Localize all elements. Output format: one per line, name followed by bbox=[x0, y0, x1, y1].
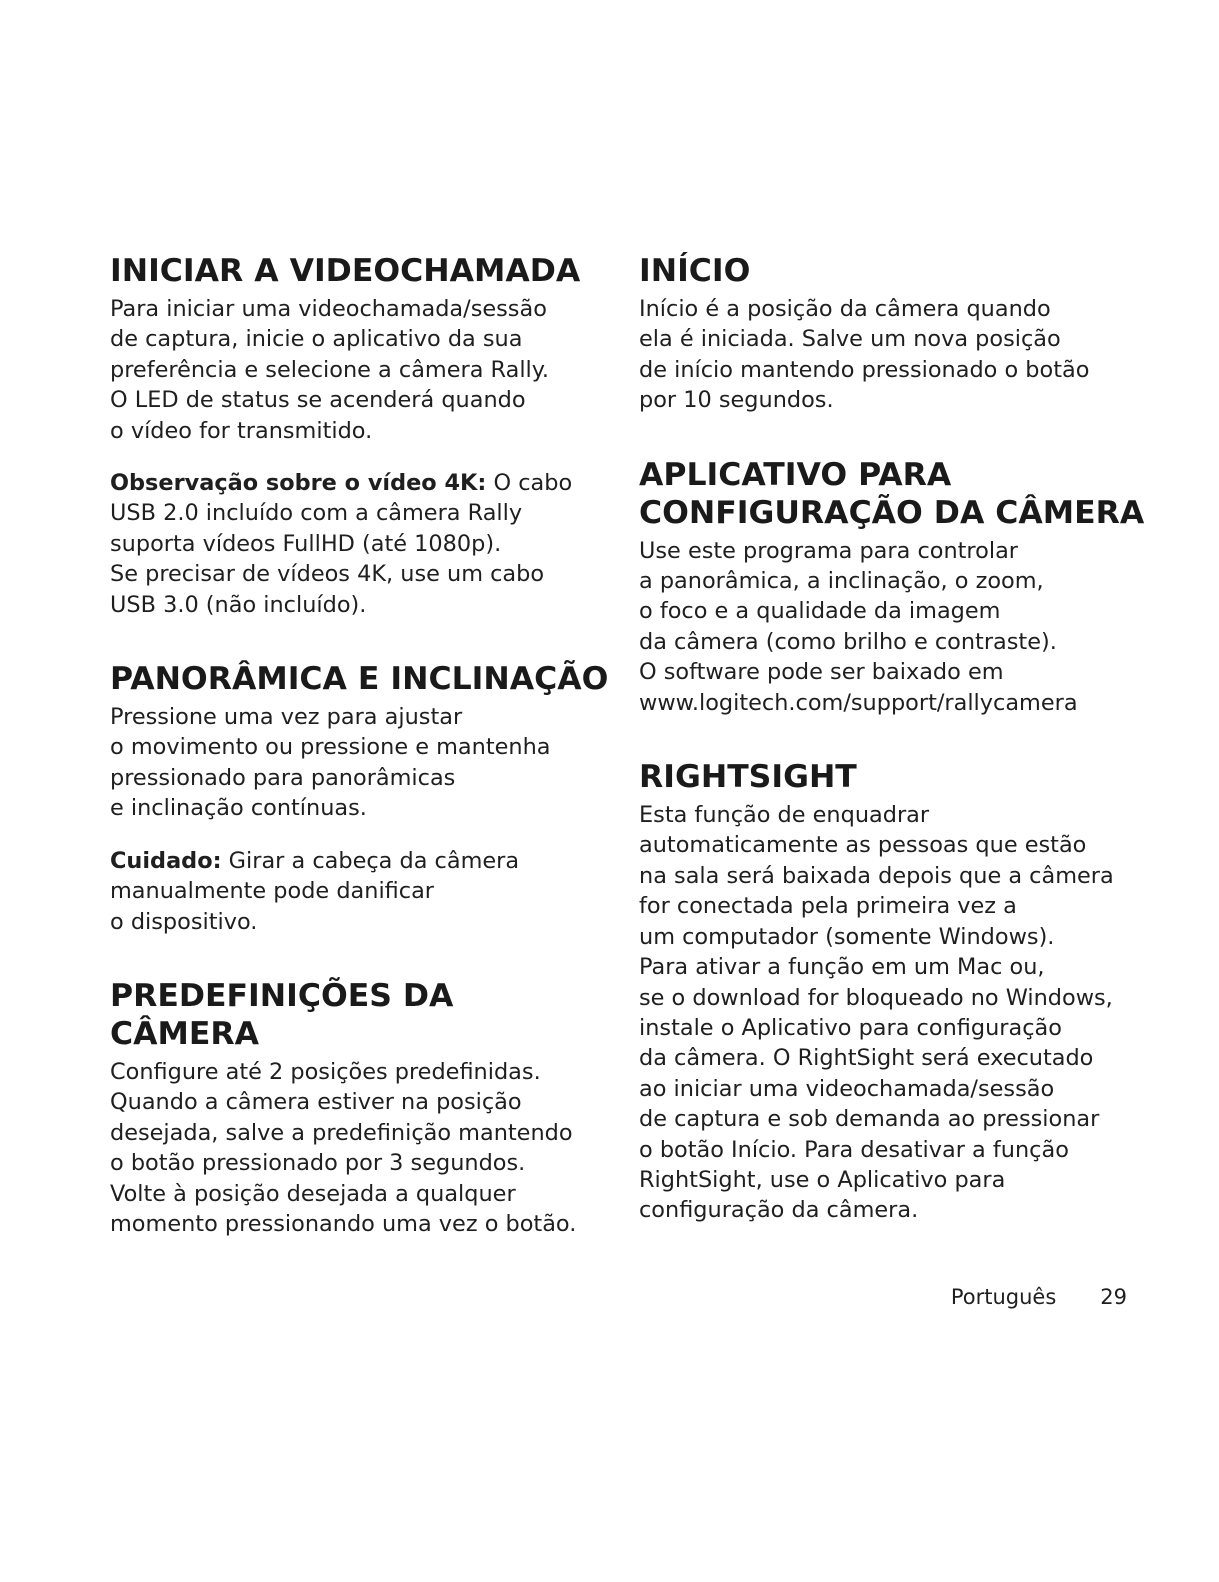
section-rightsight bbox=[639, 758, 1179, 1226]
note-first-line bbox=[110, 846, 610, 876]
text-line: Esta função de enquadrar bbox=[639, 802, 930, 829]
text-line: RightSight, use o Aplicativo para bbox=[639, 1166, 1006, 1193]
text-line: O software pode ser baixado em bbox=[639, 659, 1004, 686]
text-line: configuração da câmera. bbox=[639, 1197, 919, 1224]
text-line: na sala será baixada depois que a câmera bbox=[639, 862, 1114, 889]
text-line: USB 3.0 (não incluído). bbox=[110, 591, 367, 618]
note-label: Observação sobre o vídeo 4K: bbox=[110, 470, 487, 497]
text-line: preferência e selecione a câmera Rally. bbox=[110, 356, 549, 383]
text-line: se o download for bloqueado no Windows, bbox=[639, 984, 1113, 1011]
text-line: o botão pressionado por 3 segundos. bbox=[110, 1150, 526, 1177]
heading-panoramica-inclinacao: PANORÂMICA E INCLINAÇÃO bbox=[110, 661, 609, 698]
left-column bbox=[110, 252, 610, 1279]
text-line: o dispositivo. bbox=[110, 908, 258, 935]
heading-iniciar-videochamada: INICIAR A VIDEOCHAMADA bbox=[110, 253, 581, 289]
paragraph-rightsight bbox=[639, 800, 1179, 1226]
note-cuidado bbox=[110, 846, 610, 937]
paragraph-iniciar bbox=[110, 294, 610, 446]
text-line: ela é iniciada. Salve um nova posição bbox=[639, 326, 1061, 353]
text-line: Use este programa para controlar bbox=[639, 537, 1018, 564]
text-line: instale o Aplicativo para configuração bbox=[639, 1014, 1062, 1041]
text-line: pressionado para panorâmicas bbox=[110, 764, 456, 791]
text-line: de captura, inicie o aplicativo da sua bbox=[110, 326, 523, 353]
text-line: da câmera (como brilho e contraste). bbox=[639, 628, 1057, 655]
text-line: suporta vídeos FullHD (até 1080p). bbox=[110, 530, 502, 557]
section-aplicativo-configuracao bbox=[639, 456, 1179, 718]
text-line: o botão Início. Para desativar a função bbox=[639, 1136, 1069, 1163]
heading-inicio: INÍCIO bbox=[639, 253, 751, 289]
heading-rightsight: RIGHTSIGHT bbox=[639, 759, 857, 796]
text-line: momento pressionando uma vez o botão. bbox=[110, 1210, 577, 1237]
section-iniciar-videochamada bbox=[110, 252, 610, 620]
section-panoramica-inclinacao bbox=[110, 660, 610, 937]
text-line: O LED de status se acenderá quando bbox=[110, 387, 526, 414]
text-line: Início é a posição da câmera quando bbox=[639, 296, 1051, 322]
text-line: Quando a câmera estiver na posição bbox=[110, 1089, 522, 1116]
text-line: da câmera. O RightSight será executado bbox=[639, 1045, 1094, 1072]
heading-predefinicoes-camera: PREDEFINIÇÕES DA CÂMERA bbox=[110, 977, 454, 1052]
text-line: for conectada pela primeira vez a bbox=[639, 893, 1017, 920]
text-line: o foco e a qualidade da imagem bbox=[639, 598, 1001, 625]
support-url: www.logitech.com/support/rallycamera bbox=[639, 689, 1078, 716]
note-first-text: O cabo bbox=[486, 470, 573, 497]
text-line: a panorâmica, a inclinação, o zoom, bbox=[639, 568, 1044, 595]
text-line: Para ativar a função em um Mac ou, bbox=[639, 954, 1045, 981]
footer-language: Português bbox=[950, 1285, 1057, 1309]
text-line: de captura e sob demanda ao pressionar bbox=[639, 1106, 1100, 1133]
paragraph-predefinicoes bbox=[110, 1057, 610, 1239]
text-line: Pressione uma vez para ajustar bbox=[110, 704, 463, 731]
note-first-line bbox=[110, 468, 610, 498]
text-line: USB 2.0 incluído com a câmera Rally bbox=[110, 500, 523, 527]
text-line: manualmente pode danificar bbox=[110, 878, 435, 905]
section-predefinicoes-camera bbox=[110, 977, 610, 1239]
page-footer bbox=[900, 1285, 1127, 1309]
text-line: Configure até 2 posições predefinidas. bbox=[110, 1058, 541, 1085]
text-line: um computador (somente Windows). bbox=[639, 923, 1055, 950]
text-line: e inclinação contínuas. bbox=[110, 795, 367, 822]
text-line: o movimento ou pressione e mantenha bbox=[110, 734, 551, 761]
section-inicio bbox=[639, 252, 1179, 416]
note-first-text: Girar a cabeça da câmera bbox=[221, 847, 520, 874]
note-video-4k bbox=[110, 468, 610, 620]
heading-aplicativo-configuracao bbox=[639, 456, 1179, 532]
note-label: Cuidado: bbox=[110, 847, 222, 874]
text-line: por 10 segundos. bbox=[639, 387, 834, 414]
text-line: ao iniciar uma videochamada/sessão bbox=[639, 1075, 1055, 1102]
paragraph-panoramica bbox=[110, 702, 610, 824]
right-column bbox=[639, 252, 1179, 1266]
text-line: Se precisar de vídeos 4K, use um cabo bbox=[110, 561, 545, 588]
text-line: o vídeo for transmitido. bbox=[110, 417, 373, 444]
text-line: desejada, salve a predefinição mantendo bbox=[110, 1119, 573, 1146]
heading-line: APLICATIVO PARA bbox=[639, 456, 952, 493]
paragraph-aplicativo bbox=[639, 536, 1179, 718]
page-number: 29 bbox=[1100, 1285, 1127, 1309]
text-line: Para iniciar uma videochamada/sessão bbox=[110, 296, 547, 322]
heading-line: CONFIGURAÇÃO DA CÂMERA bbox=[639, 494, 1145, 531]
text-line: Volte à posição desejada a qualquer bbox=[110, 1180, 516, 1207]
paragraph-inicio bbox=[639, 294, 1179, 416]
text-line: de início mantendo pressionado o botão bbox=[639, 356, 1090, 383]
text-line: automaticamente as pessoas que estão bbox=[639, 832, 1087, 859]
